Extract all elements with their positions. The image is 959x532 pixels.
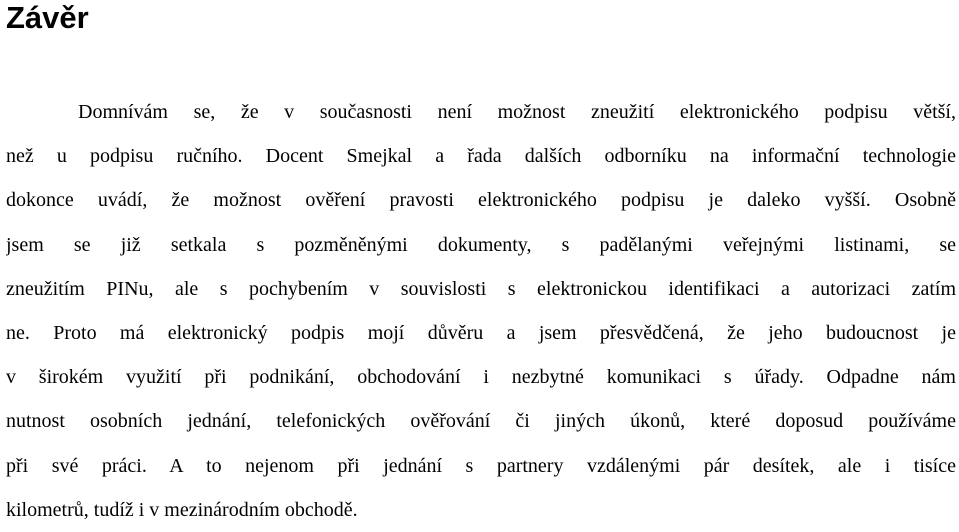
paragraph-line: dokonce uvádí, že možnost ověření pravosti elektronického podpisu je daleko vyšší. Osobně (6, 189, 956, 212)
paragraph-line: nutnost osobních jednání, telefonických ověřování či jiných úkonů, které doposud používáme (6, 410, 956, 433)
paragraph-line: při své práci. A to nejenom při jednání s partnery vzdálenými pár desítek, ale i tisíce (6, 454, 956, 477)
body-paragraph (6, 90, 956, 532)
paragraph-line: než u podpisu ručního. Docent Smejkal a řada dalších odborníku na informační technologie (6, 145, 956, 168)
paragraph-line: ne. Proto má elektronický podpis mojí důvěru a jsem přesvědčená, že jeho budoucnost je (6, 321, 956, 344)
paragraph-line: kilometrů, tudíž i v mezinárodním obchodě. (6, 498, 358, 521)
section-heading: Závěr (6, 0, 89, 35)
paragraph-line: jsem se již setkala s pozměněnými dokumenty, s padělanými veřejnými listinami, se (6, 233, 956, 256)
paragraph-line: zneužitím PINu, ale s pochybením v souvislosti s elektronickou identifikaci a autorizaci zatím (6, 277, 956, 300)
paragraph-line: Domnívám se, že v současnosti není možnost zneužití elektronického podpisu větší, (78, 101, 956, 123)
paragraph-line: v širokém využití při podnikání, obchodování i nezbytné komunikaci s úřady. Odpadne nám (6, 366, 956, 389)
